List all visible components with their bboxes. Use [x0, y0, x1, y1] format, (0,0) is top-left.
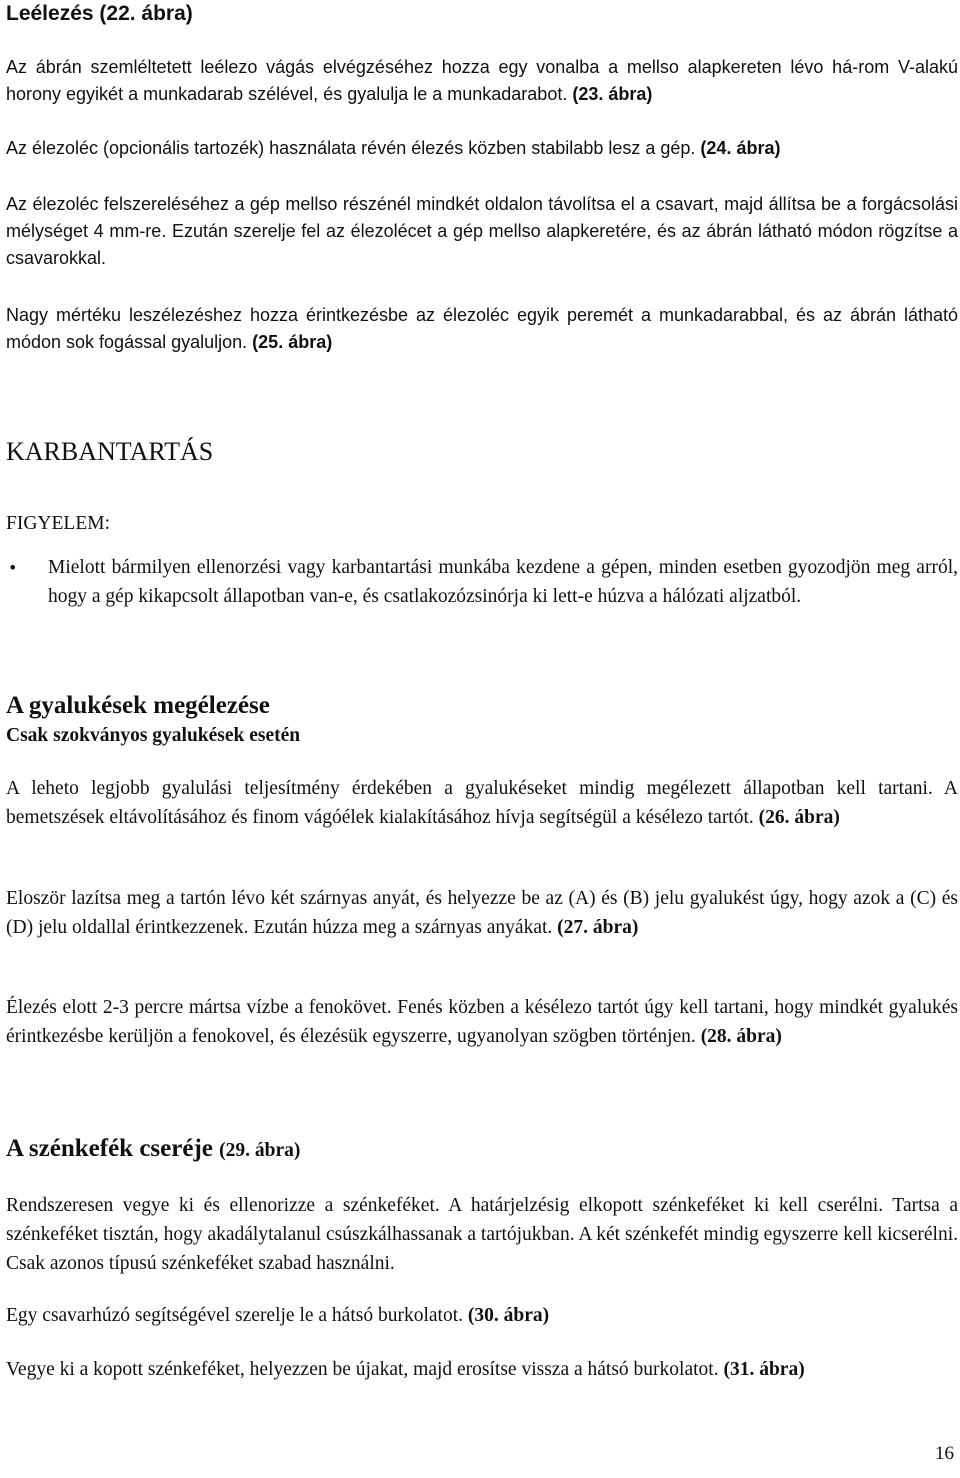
section-title-karbantartas: KARBANTARTÁS: [6, 437, 214, 466]
warning-label: FIGYELEM:: [6, 513, 110, 534]
szenkefek-p2-ref: (30. ábra): [467, 1305, 550, 1326]
szenkefek-p2-text: Egy csavarhúzó segítségével szerelje le a hátsó burkolatot.: [6, 1305, 463, 1326]
leelezes-p1-ref: (23. ábra): [572, 84, 653, 104]
leelezes-p4-ref: (25. ábra): [252, 332, 333, 352]
bullet-icon: •: [8, 558, 18, 577]
gyalukesek-paragraph-1: [6, 774, 958, 832]
leelezes-paragraph-2: [6, 135, 958, 162]
gyalukesek-p1-text: A leheto legjobb gyalulási teljesítmény érdekében a gyalukéseket mindig megélezett állapotban kell tartani. A bemetszések eltávolításához és finom vágóélek kialakításához hívja segítségül a késélezo tartót.: [6, 778, 958, 828]
section-subtitle-gyalukesek: Csak szokványos gyalukések esetén: [6, 725, 301, 746]
szenkefek-title-text: A szénkefék cseréje: [6, 1135, 213, 1162]
szenkefek-paragraph-1: [6, 1191, 958, 1278]
szenkefek-title-ref: (29. ábra): [219, 1140, 301, 1161]
section-title-szenkefek: [6, 1133, 958, 1167]
szenkefek-p3-ref: (31. ábra): [723, 1359, 805, 1380]
leelezes-p2-ref: (24. ábra): [700, 138, 781, 158]
leelezes-p4-text: Nagy mértéku leszélezéshez hozza érintkezésbe az élezoléc egyik peremét a munkadarabbal, és az ábrán látható módon sok fogással gyaluljon.: [6, 305, 958, 352]
warning-bullet-text: Mielott bármilyen ellenorzési vagy karbantartási munkába kezdene a gépen, minden esetben gyozodjön meg arról, hogy a gép kikapcsolt állapotban van-e, és csatlakozózsinórja ki lett-e húzva a hálózati aljzatból.: [48, 557, 958, 607]
gyalukesek-p2-ref: (27. ábra): [557, 917, 639, 938]
szenkefek-paragraph-3: [6, 1355, 958, 1384]
page-number: 16: [935, 1443, 954, 1464]
section-title-gyalukesek: A gyalukések megélezése: [6, 692, 270, 719]
leelezes-p1-text: Az ábrán szemléltetett leélezo vágás elvégzéséhez hozza egy vonalba a mellso alapkereten lévo há-rom V-alakú horony egyikét a munkadarab szélével, és gyalulja le a munkadarabot.: [6, 57, 958, 104]
warning-bullet-item: [6, 553, 958, 611]
gyalukesek-p3-text: Élezés elott 2-3 percre mártsa vízbe a fenokövet. Fenés közben a késélezo tartót úgy kell tartani, hogy mindkét gyalukés érintkezésbe kerüljön a fenokovel, és élezésük egyszerre, ugyanolyan szögben történjen.: [6, 997, 958, 1047]
leelezes-paragraph-1: [6, 54, 958, 108]
szenkefek-p1-text: Rendszeresen vegye ki és ellenorizze a szénkeféket. A határjelzésig elkopott szénkeféket ki kell cserélni. Tartsa a szénkeféket tisztán, hogy akadálytalanul csúszkálhassanak a tartójukban. A két szénkefét mindig egyszerre kell kicserélni. Csak azonos típusú szénkeféket szabad használni.: [6, 1195, 958, 1274]
szenkefek-paragraph-2: [6, 1301, 958, 1330]
leelezes-title-text: Leélezés: [6, 2, 94, 25]
leelezes-p3-text: Az élezoléc felszereléséhez a gép mellso részénél mindkét oldalon távolítsa el a csavart, majd állítsa be a forgácsolási mélységet 4 mm-re. Ezután szerelje fel az élezolécet a gép mellso alapkeretére, és az ábrán látható módon rögzítse a csavarokkal.: [6, 194, 958, 268]
leelezes-paragraph-3: [6, 191, 958, 272]
gyalukesek-paragraph-3: [6, 993, 958, 1051]
leelezes-p2-text: Az élezoléc (opcionális tartozék) használata révén élezés közben stabilabb lesz a gép.: [6, 138, 696, 158]
leelezes-title-ref: (22. ábra): [99, 2, 193, 25]
gyalukesek-paragraph-2: [6, 884, 958, 942]
gyalukesek-p2-text: Eloször lazítsa meg a tartón lévo két szárnyas anyát, és helyezze be az (A) és (B) jelu gyalukést úgy, hogy azok a (C) és (D) jelu oldallal érintkezzenek. Ezután húzza meg a szárnyas anyákat.: [6, 888, 958, 938]
leelezes-paragraph-4: [6, 302, 958, 356]
gyalukesek-p3-ref: (28. ábra): [700, 1026, 782, 1047]
gyalukesek-p1-ref: (26. ábra): [758, 807, 840, 828]
section-title-leelezes: [6, 0, 193, 28]
szenkefek-p3-text: Vegye ki a kopott szénkeféket, helyezzen be újakat, majd erosítse vissza a hátsó burkolatot.: [6, 1359, 719, 1380]
